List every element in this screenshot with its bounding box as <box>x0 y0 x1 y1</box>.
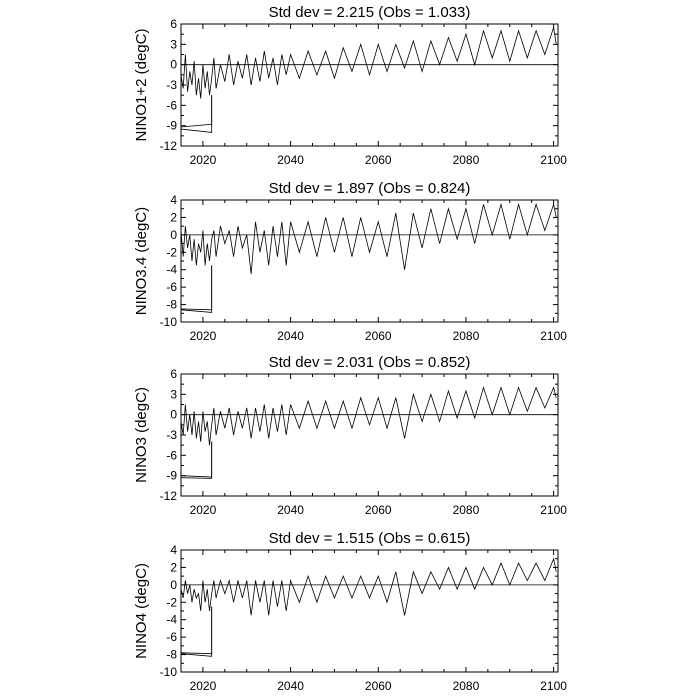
x-tick-label: 2040 <box>277 153 304 167</box>
y-tick-label: -6 <box>166 448 177 463</box>
series-line-1 <box>181 204 556 274</box>
series-line-2 <box>181 95 212 127</box>
series-line-3 <box>181 607 212 657</box>
y-tick-label: -3 <box>166 78 177 92</box>
x-tick-label: 2060 <box>364 679 392 693</box>
y-tick-label: -9 <box>166 468 177 483</box>
plot-frame <box>181 550 558 672</box>
x-tick-label: 2080 <box>452 153 480 167</box>
y-tick-label: 2 <box>170 560 177 575</box>
x-tick-label: 2020 <box>189 329 217 343</box>
y-tick-label: 2 <box>170 210 177 225</box>
y-tick-label: 4 <box>170 543 177 557</box>
chart-panel-2 <box>133 180 567 343</box>
series-line-2 <box>181 607 212 654</box>
y-tick-label: -10 <box>159 665 177 679</box>
x-tick-label: 2040 <box>277 329 304 343</box>
series-line-3 <box>181 442 212 479</box>
y-tick-label: -2 <box>166 245 177 260</box>
y-tick-label: 0 <box>170 577 177 592</box>
y-axis-label: NINO3.4 (degC) <box>133 206 150 316</box>
chart-panel-3 <box>133 354 567 517</box>
plot-frame <box>181 374 558 496</box>
y-tick-label: 6 <box>170 17 177 31</box>
y-tick-label: -9 <box>166 118 177 133</box>
y-tick-label: -12 <box>159 489 177 503</box>
y-tick-label: -8 <box>166 647 177 662</box>
y-tick-label: -6 <box>166 280 177 295</box>
x-tick-label: 2100 <box>540 153 567 167</box>
y-tick-label: -8 <box>166 297 177 312</box>
chart-title: Std dev = 1.515 (Obs = 0.615) <box>268 530 471 547</box>
y-tick-label: 4 <box>170 193 177 207</box>
y-tick-label: -3 <box>166 428 177 442</box>
x-tick-label: 2100 <box>540 679 567 693</box>
y-tick-label: -4 <box>166 612 177 627</box>
y-tick-label: 3 <box>170 387 177 402</box>
y-tick-label: -4 <box>166 262 177 277</box>
plot-frame <box>181 200 558 322</box>
chart-title: Std dev = 2.215 (Obs = 1.033) <box>268 4 471 21</box>
x-tick-label: 2100 <box>540 503 567 517</box>
x-tick-label: 2060 <box>364 503 392 517</box>
x-tick-label: 2040 <box>277 503 304 517</box>
y-tick-label: -10 <box>159 315 177 329</box>
y-tick-label: -12 <box>159 139 177 153</box>
x-tick-label: 2080 <box>452 679 480 693</box>
y-axis-label: NINO1+2 (degC) <box>133 28 150 142</box>
y-tick-label: 0 <box>170 57 177 72</box>
x-tick-label: 2040 <box>277 679 304 693</box>
y-tick-label: 6 <box>170 367 177 381</box>
series-line-1 <box>181 27 556 98</box>
y-axis-label: NINO4 (degC) <box>133 563 150 659</box>
y-tick-label: 0 <box>170 227 177 242</box>
x-tick-label: 2060 <box>364 329 392 343</box>
series-line-2 <box>181 442 212 477</box>
x-tick-label: 2080 <box>452 329 480 343</box>
y-tick-label: -6 <box>166 630 177 645</box>
y-tick-label: 3 <box>170 37 177 52</box>
y-tick-label: -2 <box>166 595 177 610</box>
chart-panel-1 <box>133 4 567 167</box>
x-tick-label: 2080 <box>452 503 480 517</box>
series-line-1 <box>181 388 556 446</box>
series-line-3 <box>181 265 212 312</box>
chart-title: Std dev = 2.031 (Obs = 0.852) <box>268 354 471 371</box>
y-tick-label: -6 <box>166 98 177 113</box>
plot-frame <box>181 24 558 146</box>
y-tick-label: 0 <box>170 407 177 422</box>
x-tick-label: 2020 <box>189 153 217 167</box>
series-line-1 <box>181 559 556 616</box>
y-axis-label: NINO3 (degC) <box>133 387 150 483</box>
chart-title: Std dev = 1.897 (Obs = 0.824) <box>268 180 471 197</box>
x-tick-label: 2020 <box>189 503 217 517</box>
x-tick-label: 2020 <box>189 679 217 693</box>
chart-panel-4 <box>133 530 567 693</box>
x-tick-label: 2060 <box>364 153 392 167</box>
x-tick-label: 2100 <box>540 329 567 343</box>
